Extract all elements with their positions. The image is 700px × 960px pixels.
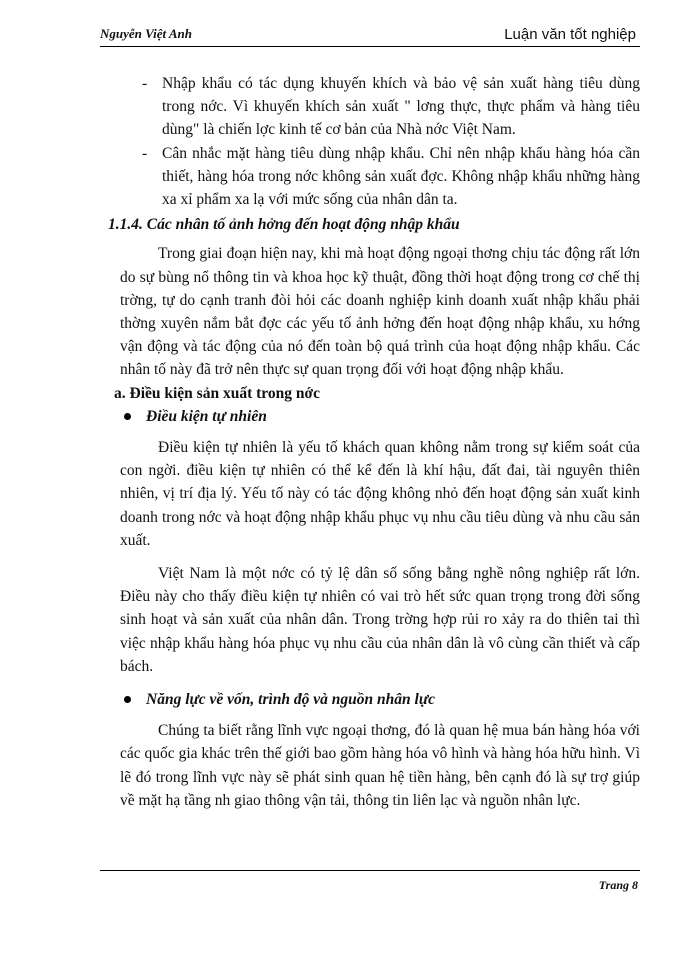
dash-marker: - <box>142 144 148 162</box>
paragraph-foreign-trade: Chúng ta biết rằng lĩnh vực ngoại thơng, đó là quan hệ mua bán hàng hóa với các quốc gia khác trên thế giới bao gồm hàng hóa vô hình và hàng hóa hữu hình. Vì lẽ đó trong lĩnh vực này sẽ phát sinh quan hệ tiền hàng, bên cạnh đó là sự trợ giúp về mặt hạ tầng nh giao thông vận tải, thông tin liên lạc và nguồn nhân lực. <box>120 722 640 809</box>
paragraph-vietnam: Việt Nam là một nớc có tỷ lệ dân số sống bằng nghề nông nghiệp rất lớn. Điều này cho thấy điều kiện tự nhiên có vai trò hết sức quan trọng trong đời sống sinh hoạt và sản xuất của nhân dân. Trong trờng hợp rủi ro xảy ra do thiên tai thì việc nhập khẩu hàng hóa phục vụ nhu cầu của nhân dân là vô cùng cần thiết và cấp bách. <box>120 565 640 675</box>
page-header <box>100 24 640 47</box>
dash-list-item <box>120 142 640 212</box>
paragraph-natural-conditions: Điều kiện tự nhiên là yếu tố khách quan không nằm trong sự kiểm soát của con ngời. điều kiện tự nhiên có thể kể đến là khí hậu, đất đai, tài nguyên thiên nhiên, vị trí địa lý. Yếu tố này có tác động không nhỏ đến hoạt động sản xuất kinh doanh trong nớc và hoạt động nhập khẩu phục vụ nhu cầu tiêu dùng và nhu cầu sản xuất. <box>120 439 640 549</box>
bullet-heading-text: Điều kiện tự nhiên <box>146 407 267 425</box>
footer-divider <box>100 870 640 871</box>
list-item-text: Nhập khẩu có tác dụng khuyến khích và bảo vệ sản xuất hàng tiêu dùng trong nớc. Vì khuyến khích sản xuất " lơng thực, thực phẩm và hàng tiêu dùng" là chiến lợc kinh tế cơ bản của Nhà nớc Việt Nam. <box>162 75 640 139</box>
section-heading: 1.1.4. Các nhân tố ảnh hởng đến hoạt động nhập khẩu <box>108 216 460 234</box>
page-number: Trang 8 <box>598 878 638 892</box>
header-title: Luận văn tốt nghiệp <box>504 26 636 43</box>
intro-paragraph: Trong giai đoạn hiện nay, khi mà hoạt động ngoại thơng chịu tác động rất lớn do sự bùng nổ thông tin và khoa học kỹ thuật, đồng thời hoạt động trong cơ chế thị trờng, tự do cạnh tranh đòi hỏi các doanh nghiệp kinh doanh xuất nhập khẩu phải thờng xuyên nắm bắt đợc các yếu tố ảnh hởng đến hoạt động nhập khẩu, xu hớng vận động và tác động của nó đến toàn bộ quá trình của hoạt động nhập khẩu. Các nhân tố này đã trở nên thực sự quan trọng đối với hoạt động nhập khẩu. <box>120 245 640 379</box>
list-item-text: Cân nhắc mặt hàng tiêu dùng nhập khẩu. Chỉ nên nhập khẩu hàng hóa cần thiết, hàng hóa trong nớc không sản xuất đợc. Không nhập khẩu những hàng xa xỉ phẩm xa lạ với mức sống của nhân dân ta. <box>162 144 640 209</box>
bullet-heading-capacity <box>124 688 640 711</box>
bullet-heading-natural-conditions <box>124 405 640 428</box>
header-author: Nguyễn Việt Anh <box>100 26 192 41</box>
bullet-dot-icon <box>124 413 131 420</box>
bullet-heading-text: Năng lực về vốn, trình độ và nguồn nhân lực <box>146 691 436 709</box>
dash-list-item <box>120 72 640 142</box>
page-body <box>108 72 640 812</box>
subheading-a: a. Điều kiện sản xuất trong nớc <box>114 384 320 402</box>
bullet-dot-icon <box>124 696 131 703</box>
dash-marker: - <box>142 75 148 92</box>
